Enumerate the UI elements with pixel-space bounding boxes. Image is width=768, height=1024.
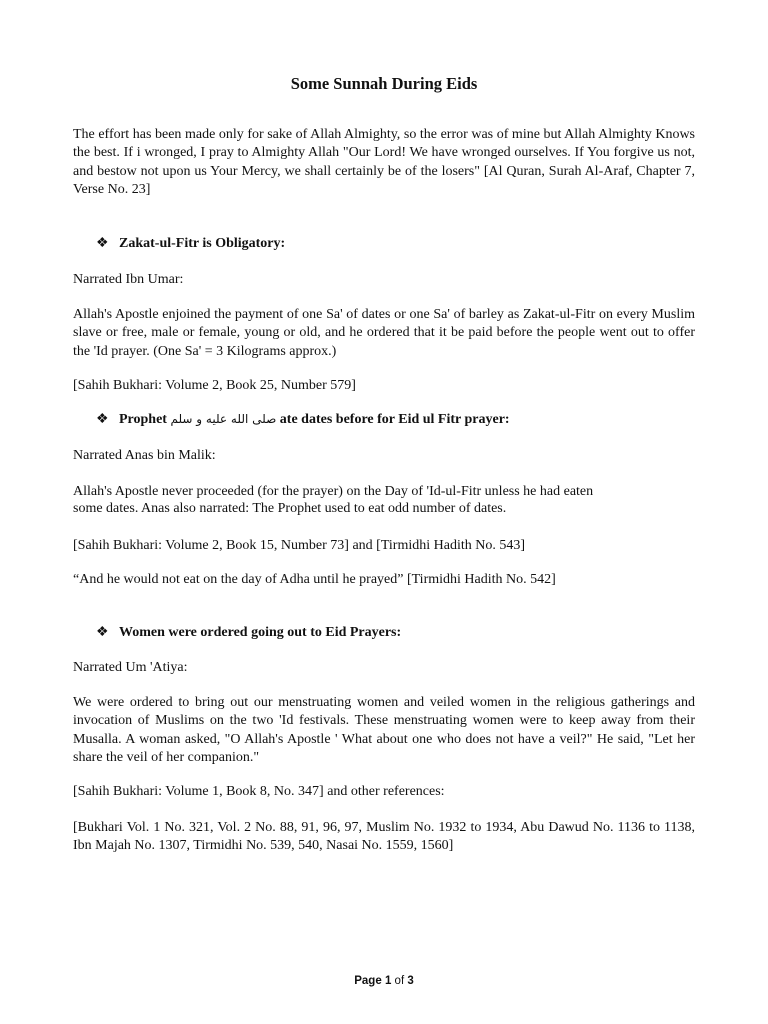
bullet-icon: ❖ <box>96 412 109 427</box>
hadith-text-line: some dates. Anas also narrated: The Prophet used to eat odd number of dates. <box>73 501 507 516</box>
narrator-line: Narrated Ibn Umar: <box>73 272 184 287</box>
page-total: 3 <box>407 975 414 987</box>
page-footer <box>0 975 768 987</box>
intro-paragraph: The effort has been made only for sake of Allah Almighty, so the error was of mine but Allah Almighty Knows the best. If i wronged, I pray to Almighty Allah "Our Lord! We have wronged ourselves. If You forgive us not, and bestow not upon us Your Mercy, we shall certainly be of the losers" [Al Quran, Surah Al-Araf, Chapter 7, Verse No. 23] <box>73 127 695 197</box>
section-heading-text: Zakat-ul-Fitr is Obligatory: <box>119 236 286 251</box>
page-title: Some Sunnah During Eids <box>290 74 478 93</box>
hadith-text: We were ordered to bring out our menstruating women and veiled women in the religious gatherings and invocation of Muslims on the two 'Id festivals. These menstruating women were to keep away from their Musalla. A woman asked, "O Allah's Apostle ' What about one who does not have a veil?" He said, "Let her share the veil of her companion." <box>73 695 695 765</box>
hadith-reference: [Sahih Bukhari: Volume 2, Book 15, Number 73] and [Tirmidhi Hadith No. 543] <box>73 538 525 553</box>
section-heading-prefix: Prophet <box>119 412 167 427</box>
page-current: 1 <box>384 975 392 987</box>
hadith-reference: [Sahih Bukhari: Volume 1, Book 8, No. 347] and other references: <box>73 784 445 799</box>
section-heading-text: Women were ordered going out to Eid Prayers: <box>119 625 402 640</box>
narrator-line: Narrated Anas bin Malik: <box>73 448 216 463</box>
page-of-label: of <box>394 975 405 987</box>
section-heading-women <box>96 624 401 641</box>
section-heading-zakat <box>96 235 285 252</box>
hadith-text: Allah's Apostle enjoined the payment of one Sa' of dates or one Sa' of barley as Zakat-ul-Fitr on every Muslim slave or free, male or female, young or old, and he ordered that it be paid before the people went out to offer the 'Id prayer. (One Sa' = 3 Kilograms approx.) <box>73 307 695 359</box>
narrator-line: Narrated Um 'Atiya: <box>73 660 188 675</box>
bullet-icon: ❖ <box>96 625 109 640</box>
section-heading-dates <box>96 411 510 428</box>
hadith-text-line: Allah's Apostle never proceeded (for the prayer) on the Day of 'Id-ul-Fitr unless he had eaten <box>73 484 594 499</box>
section-heading-suffix: ate dates before for Eid ul Fitr prayer: <box>279 412 510 427</box>
arabic-honorific: صلى الله عليه و سلم <box>170 412 277 426</box>
page-label: Page <box>354 975 382 987</box>
hadith-quote: “And he would not eat on the day of Adha until he prayed” [Tirmidhi Hadith No. 542] <box>73 572 556 587</box>
references-list: [Bukhari Vol. 1 No. 321, Vol. 2 No. 88, 91, 96, 97, Muslim No. 1932 to 1934, Abu Dawud No. 1136 to 1138, Ibn Majah No. 1307, Tirmidhi No. 539, 540, Nasai No. 1559, 1560] <box>73 820 695 854</box>
hadith-reference: [Sahih Bukhari: Volume 2, Book 25, Number 579] <box>73 378 356 393</box>
bullet-icon: ❖ <box>96 236 109 251</box>
